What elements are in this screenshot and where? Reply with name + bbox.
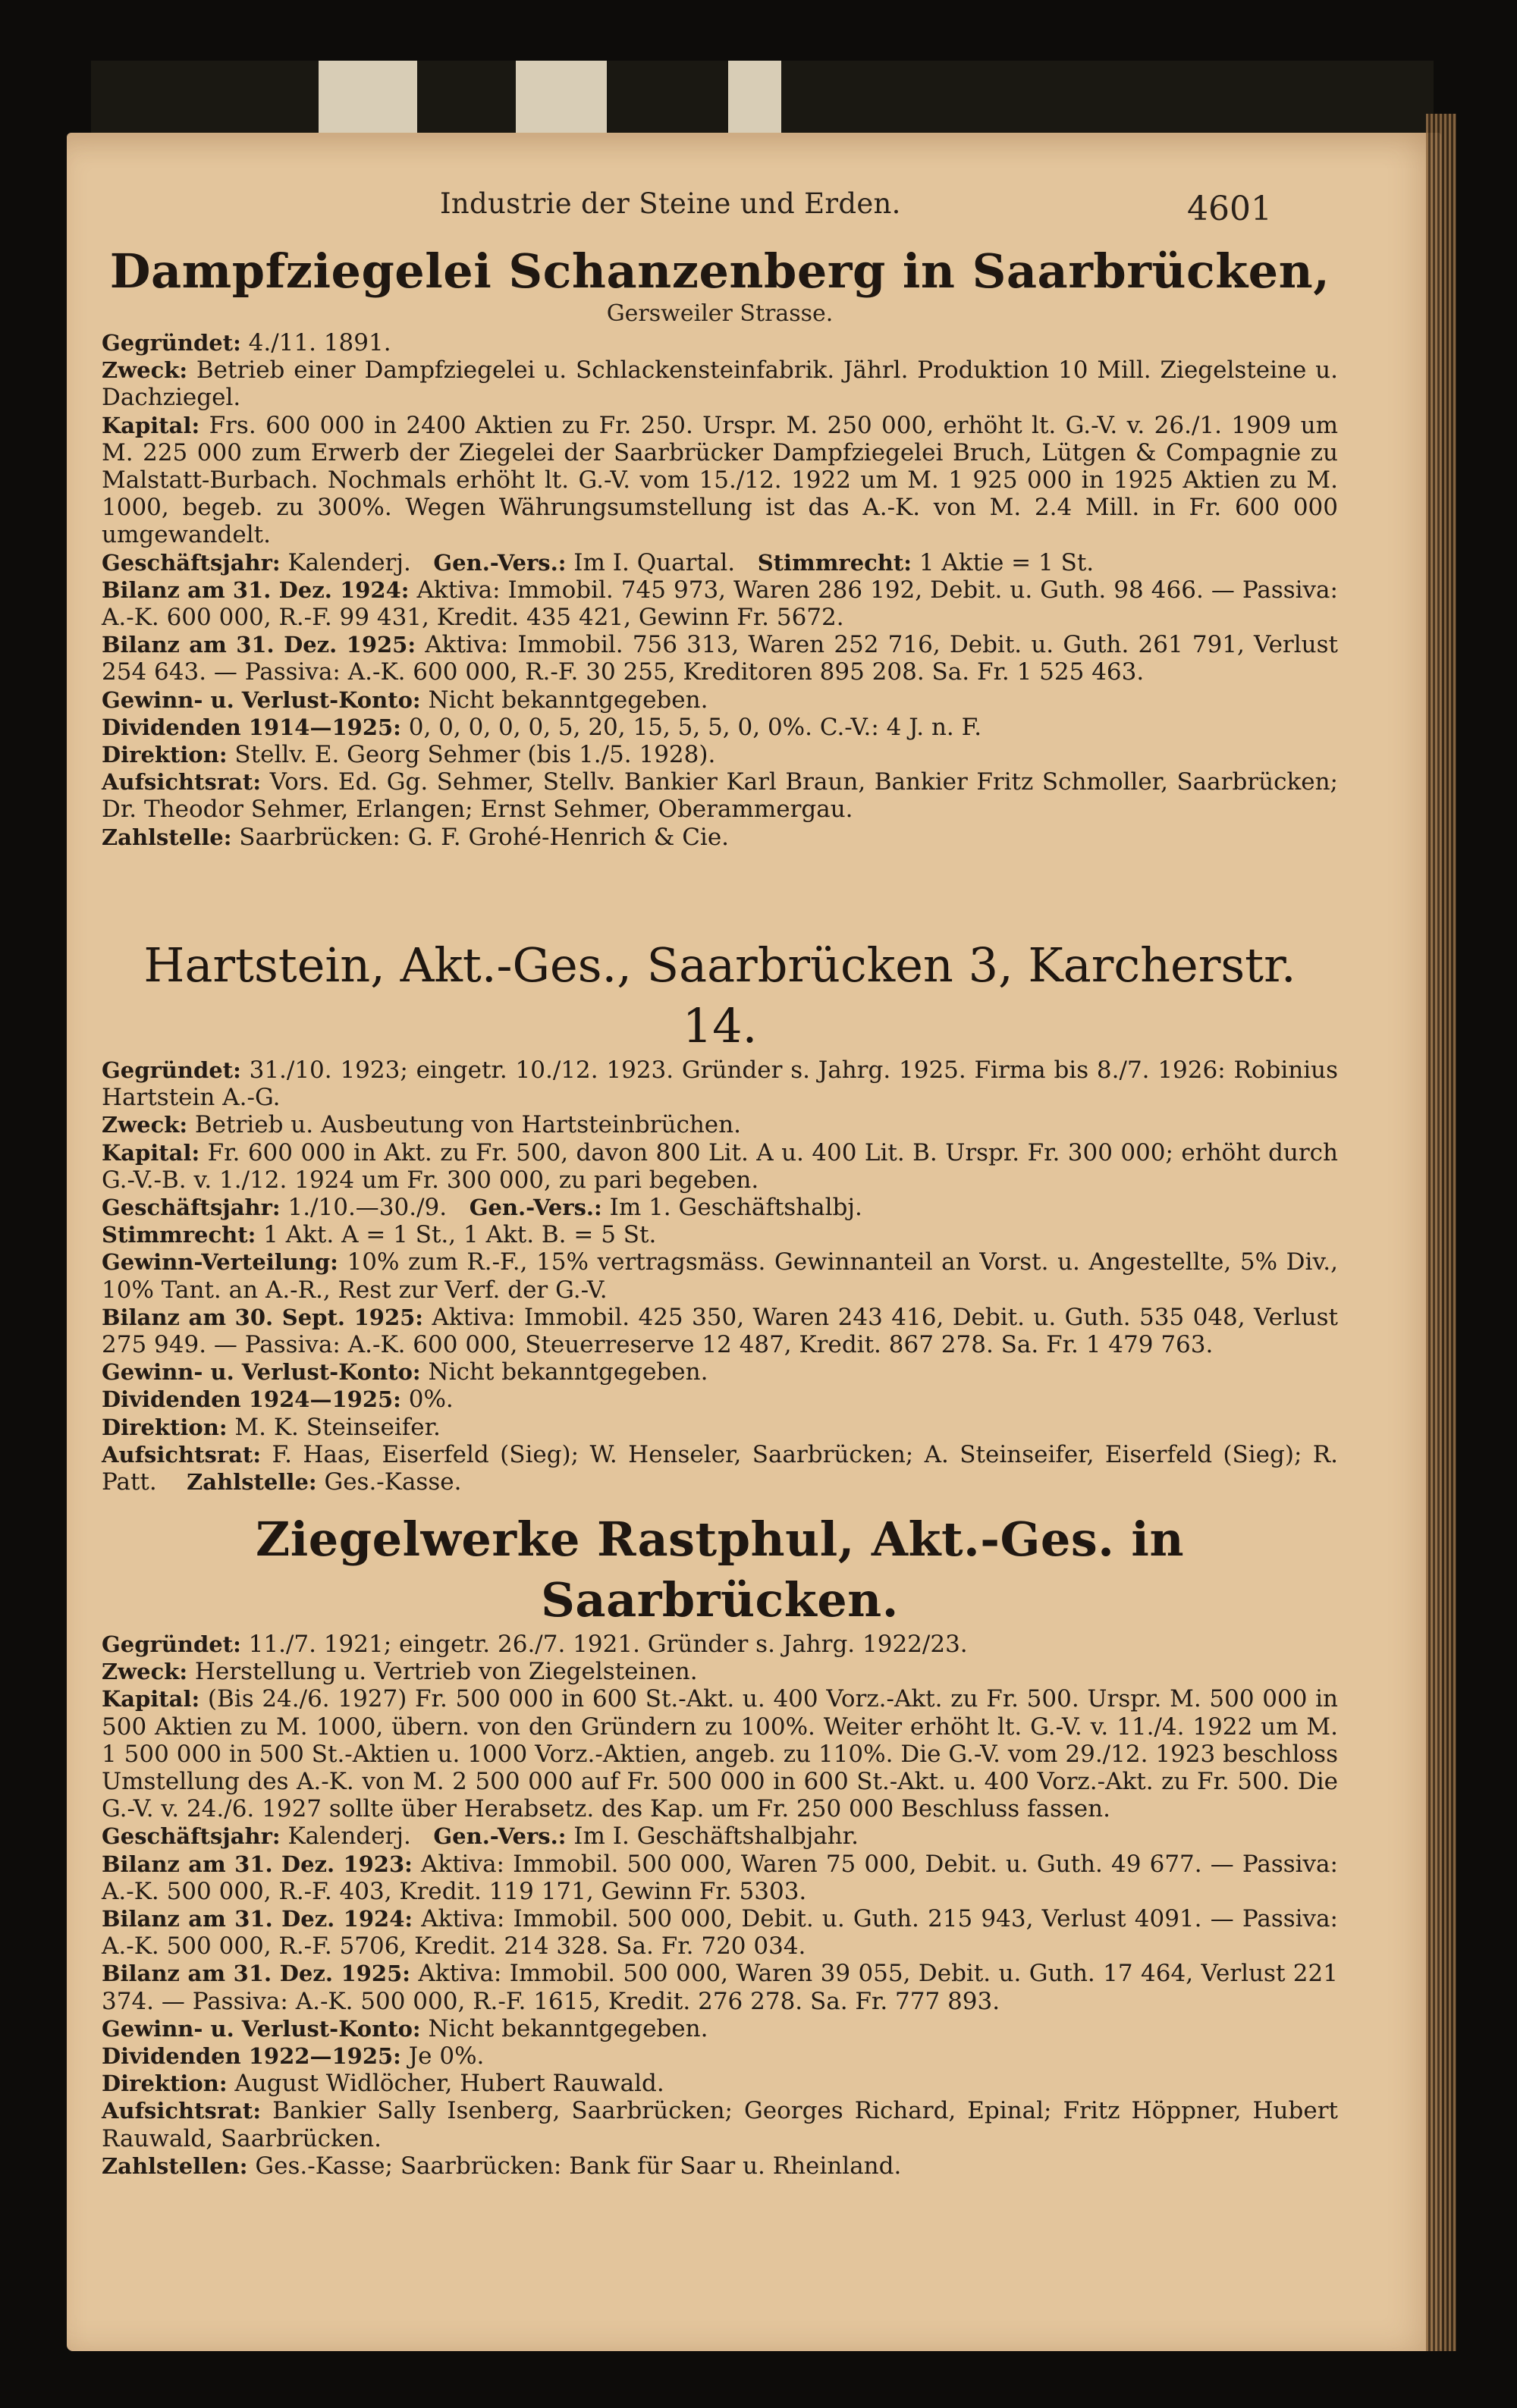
field-label: Geschäftsjahr: [102,1195,281,1221]
field-label: Dividenden 1922—1925: [102,2043,401,2070]
field-text: Betrieb u. Ausbeutung von Hartsteinbrüchen. [194,1111,741,1139]
entry-paragraph [102,412,1338,549]
entry-paragraph [102,1631,1338,1658]
entry-paragraph [102,2097,1338,2152]
entry-paragraph [102,2070,1338,2097]
field-label: Geschäftsjahr: [102,549,281,576]
entry-paragraph [102,1851,1338,1905]
company-entry-dampfziegelei [102,241,1338,851]
company-address: Gersweiler Strasse. [606,300,834,327]
field-text: Aktiva: Immobil. 425 350, Waren 243 416, Debit. u. Guth. 535 048, Verlust 275 949. — Passiva: A.-K. 600 000, Steuerreserve 12 487, Kredit. 867 278. Sa. Fr. 1 479 763. [102,1303,1338,1359]
entry-paragraph [102,1221,1338,1248]
field-label: Gewinn- u. Verlust-Konto: [102,2015,421,2042]
entry-paragraph [102,576,1338,631]
field-text: Nicht bekanntgegeben. [428,686,708,714]
field-text: 31./10. 1923; eingetr. 10./12. 1923. Gründer s. Jahrg. 1925. Firma bis 8./7. 1926: Robinius Hartstein A.-G. [102,1056,1338,1112]
field-text: August Widlöcher, Hubert Rauwald. [234,2070,664,2098]
entry-paragraph [102,1358,1338,1386]
field-label: Kapital: [102,1686,200,1713]
company-title: Hartstein, Akt.-Ges., Saarbrücken 3, Karcherstr. 14. [143,937,1296,1053]
entry-paragraph [102,1960,1338,2014]
field-text: Saarbrücken: G. F. Grohé-Henrich & Cie. [239,823,730,851]
field-text: Aktiva: Immobil. 756 313, Waren 252 716, Debit. u. Guth. 261 791, Verlust 254 643. — Passiva: A.-K. 600 000, R.-F. 30 255, Kreditoren 895 208. Sa. Fr. 1 525 463. [102,631,1338,686]
entry-paragraph [102,1658,1338,1685]
field-label: Aufsichtsrat: [102,2098,262,2124]
entry-paragraph [102,1304,1338,1358]
field-text: 1./10.—30./9. [287,1194,448,1222]
field-text: Kalenderj. [287,1822,411,1851]
entry-paragraph [102,329,1338,356]
field-label: Dividenden 1924—1925: [102,1386,401,1413]
field-label: Gegründet: [102,1057,241,1083]
field-label: Bilanz am 30. Sept. 1925: [102,1304,424,1330]
field-text: Aktiva: Immobil. 500 000, Waren 39 055, Debit. u. Guth. 17 464, Verlust 221 374. — Passiva: A.-K. 500 000, R.-F. 1615, Kredit. 276 278. Sa. Fr. 777 893. [102,1960,1338,2015]
field-label: Aufsichtsrat: [102,1441,262,1468]
field-text: F. Haas, Eiserfeld (Sieg); W. Henseler, Saarbrücken; A. Steinseifer, Eiserfeld (Sieg); R. Patt. [102,1440,1338,1496]
field-label: Direktion: [102,742,228,768]
field-text: 10% zum R.-F., 15% vertragsmäss. Gewinnanteil an Vorst. u. Angestellte, 5% Div., 10% Tant. an A.-R., Rest zur Verf. der G.-V. [102,1248,1338,1304]
field-text: Aktiva: Immobil. 745 973, Waren 286 192, Debit. u. Guth. 98 466. — Passiva: A.-K. 600 000, R.-F. 99 431, Kredit. 435 421, Gewinn Fr. 5672. [102,576,1338,632]
company-entry-hartstein [102,935,1338,1496]
entry-paragraph [102,2042,1338,2070]
field-text: Frs. 600 000 in 2400 Aktien zu Fr. 250. Urspr. M. 250 000, erhöht lt. G.-V. v. 26./1. 1909 um M. 225 000 zum Erwerb der Ziegelei der Saarbrücker Dampfziegelei Bruch, Lütgen & Compagnie zu Malstatt-Burbach. Nochmals erhöht lt. G.-V. vom 15./12. 1922 um M. 1 925 000 in 1925 Aktien zu M. 1000, begeb. zu 300%. Wegen Währungsumstellung ist das A.-K. von M. 2.4 Mill. in Fr. 600 000 umgewandelt. [102,411,1338,549]
field-label: Gewinn- u. Verlust-Konto: [102,686,421,713]
page-edges [1426,114,1456,2351]
field-label: Kapital: [102,412,200,438]
entry-paragraph [102,1685,1338,1822]
field-label: Aufsichtsrat: [102,769,262,796]
entry-paragraph [102,631,1338,686]
field-label: Bilanz am 31. Dez. 1925: [102,632,416,658]
company-entry-rastphul [102,1509,1338,2180]
entry-paragraph [102,714,1338,741]
field-label: Gewinn- u. Verlust-Konto: [102,1359,421,1386]
field-label: Gegründet: [102,330,241,356]
field-text: Im I. Geschäftshalbjahr. [573,1822,859,1851]
field-label: Gen.-Vers.: [469,1195,602,1221]
field-label: Bilanz am 31. Dez. 1925: [102,1961,410,1987]
field-label: Stimmrecht: [102,1222,256,1248]
background-shape [516,61,607,144]
field-text: 0, 0, 0, 0, 0, 5, 20, 15, 5, 5, 0, 0%. C.-V.: 4 J. n. F. [408,713,982,741]
field-text: Kalenderj. [287,548,411,576]
field-label: Kapital: [102,1139,200,1166]
field-label: Direktion: [102,2071,228,2097]
entry-paragraph [102,2152,1338,2180]
field-label: Zahlstellen: [102,2152,248,2179]
field-text: 1 Akt. A = 1 St., 1 Akt. B. = 5 St. [263,1221,657,1249]
field-label: Gen.-Vers.: [433,1823,567,1850]
entry-paragraph [102,1822,1338,1850]
field-text: Nicht bekanntgegeben. [428,2014,708,2042]
field-label: Geschäftsjahr: [102,1823,281,1850]
field-text: Betrieb einer Dampfziegelei u. Schlackensteinfabrik. Jährl. Produktion 10 Mill. Ziegelsteine u. Dachziegel. [102,356,1338,412]
background-shape [319,61,417,144]
entry-paragraph [102,1111,1338,1138]
field-label: Direktion: [102,1414,228,1440]
field-text: Vors. Ed. Gg. Sehmer, Stellv. Bankier Karl Braun, Bankier Fritz Schmoller, Saarbrücken; Dr. Theodor Sehmer, Erlangen; Ernst Sehmer, Oberammergau. [102,768,1338,824]
field-label: Zahlstelle: [102,824,232,850]
field-label: Gegründet: [102,1631,241,1657]
field-text: Ges.-Kasse. [324,1468,462,1496]
field-label: Gewinn-Verteilung: [102,1249,338,1276]
field-text: Je 0%. [408,2042,485,2071]
entry-paragraph [102,1248,1338,1303]
entry-paragraph [102,356,1338,411]
field-label: Bilanz am 31. Dez. 1923: [102,1851,413,1877]
field-label: Bilanz am 31. Dez. 1924: [102,1906,413,1932]
field-label: Gen.-Vers.: [433,549,567,576]
field-text: 11./7. 1921; eingetr. 26./7. 1921. Gründer s. Jahrg. 1922/23. [248,1631,968,1658]
field-text: Ges.-Kasse; Saarbrücken: Bank für Saar u. Rheinland. [255,2152,902,2180]
field-text: Aktiva: Immobil. 500 000, Debit. u. Guth. 215 943, Verlust 4091. — Passiva: A.-K. 500 000, R.-F. 5706, Kredit. 214 328. Sa. Fr. 720 034. [102,1905,1338,1961]
field-text: (Bis 24./6. 1927) Fr. 500 000 in 600 St.-Akt. u. 400 Vorz.-Akt. zu Fr. 500. Urspr. M. 500 000 in 500 Aktien zu M. 1000, übern. von den Gründern zu 100%. Weiter erhöht lt. G.-V. v. 11./4. 1922 um M. 1 500 000 in 500 St.-Aktien u. 1000 Vorz.-Aktien, angeb. zu 110%. Die G.-V. vom 29./12. 1923 beschloss Umstellung des A.-K. von M. 2 500 000 auf Fr. 500 000 in 600 St.-Akt. u. 400 Vorz.-Akt. zu Fr. 500. Die G.-V. v. 24./6. 1927 sollte über Herabsetz. des Kap. um Fr. 250 000 Beschluss fassen. [102,1685,1338,1823]
entry-paragraph [102,1194,1338,1221]
entry-paragraph [102,768,1338,823]
field-text: Im I. Quartal. [573,548,736,576]
entry-paragraph [102,549,1338,576]
field-text: Aktiva: Immobil. 500 000, Waren 75 000, Debit. u. Guth. 49 677. — Passiva: A.-K. 500 000, R.-F. 403, Kredit. 119 171, Gewinn Fr. 5303. [102,1850,1338,1905]
field-label: Zweck: [102,357,188,384]
field-label: Zweck: [102,1112,188,1138]
field-text: 0%. [408,1386,454,1414]
entry-paragraph [102,824,1338,851]
entry-paragraph [102,1139,1338,1194]
field-text: Stellv. E. Georg Sehmer (bis 1./5. 1928). [234,741,716,769]
company-title: Dampfziegelei Schanzenberg in Saarbrücken, [109,243,1330,299]
field-text: M. K. Steinseifer. [234,1413,441,1441]
entry-paragraph [102,1056,1338,1111]
field-label: Dividenden 1914—1925: [102,714,401,740]
running-head: Industrie der Steine und Erden. [440,187,901,220]
field-text: Bankier Sally Isenberg, Saarbrücken; Georges Richard, Epinal; Fritz Höppner, Hubert Rauwald, Saarbrücken. [102,2097,1338,2152]
field-text: Nicht bekanntgegeben. [428,1358,708,1386]
field-text: Herstellung u. Vertrieb von Ziegelsteinen. [194,1658,698,1686]
field-label: Zweck: [102,1659,188,1685]
field-label: Bilanz am 31. Dez. 1924: [102,576,410,603]
field-label: Zahlstelle: [187,1469,317,1496]
entry-paragraph [102,686,1338,714]
background-shape [728,61,781,144]
field-label: Stimmrecht: [757,549,912,576]
field-text: Fr. 600 000 in Akt. zu Fr. 500, davon 800 Lit. A u. 400 Lit. B. Urspr. Fr. 300 000; erhöht durch G.-V.-B. v. 1./12. 1924 um Fr. 300 000, zu pari begeben. [102,1138,1338,1194]
entry-paragraph [102,1414,1338,1441]
field-text: 1 Aktie = 1 St. [919,548,1095,576]
field-text: Im 1. Geschäftshalbj. [609,1194,862,1222]
entry-paragraph [102,1441,1338,1496]
entry-paragraph [102,741,1338,768]
field-text: 4./11. 1891. [248,329,391,356]
entry-paragraph [102,1386,1338,1413]
entry-paragraph [102,1905,1338,1960]
entry-paragraph [102,2015,1338,2042]
page-number: 4601 [1187,190,1272,228]
company-title: Ziegelwerke Rastphul, Akt.-Ges. in Saarbrücken. [255,1512,1185,1628]
